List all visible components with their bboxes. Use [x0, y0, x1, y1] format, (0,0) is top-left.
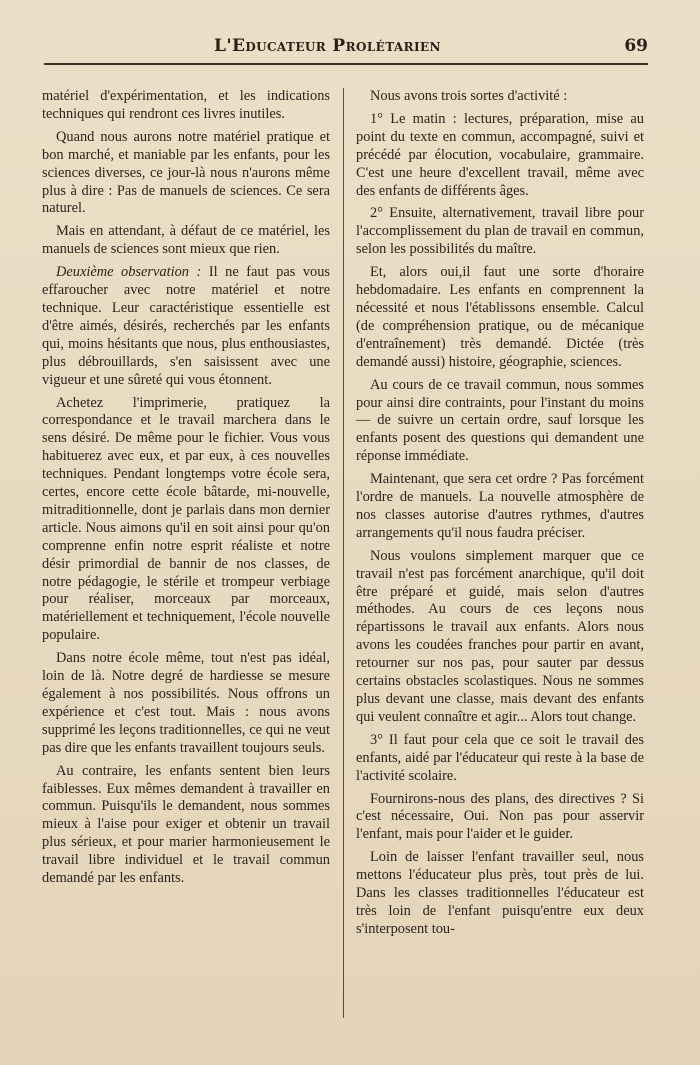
paragraph: 2° Ensuite, alternativement, travail libre pour l'accomplissement du plan de travail en commun, selon les possibilités du maître. [356, 205, 644, 258]
right-column [356, 88, 644, 944]
column-divider [343, 88, 344, 1018]
paragraph: Loin de laisser l'enfant travailler seul, nous mettons l'éducateur plus près, tout près de lui. Dans les classes traditionnelles l'éducateur est très loin de l'enfant puisqu'entre eux deux s'interposent tou- [356, 849, 644, 937]
header-rule [44, 63, 648, 65]
section-lead: Deuxième observation : [56, 264, 202, 281]
paragraph: Quand nous aurons notre matériel pratique et bon marché, et maniable par les enfants, pour les sciences diverses, ce jour-là nous n'aurons même plus à dire : Pas de manuels de sciences. Ce sera naturel. [42, 128, 330, 217]
paragraph: Fournirons-nous des plans, des directives ? Si c'est nécessaire, Oui. Non pas pour asservir l'enfant, mais pour l'aider et le guider. [356, 790, 644, 843]
paragraph: matériel d'expérimentation, et les indications techniques qui rendront ces livres inutiles. [42, 88, 330, 122]
paragraph: 3° Il faut pour cela que ce soit le travail des enfants, aidé par l'éducateur qui reste à la base de l'activité scolaire. [356, 731, 644, 784]
paragraph: 1° Le matin : lectures, préparation, mise au point du texte en commun, accompagné, suivi et précédé par élocution, vocabulaire, grammaire. C'est une heure d'excellent travail, même avec des enfants de différents âges. [356, 110, 644, 199]
paragraph: Au contraire, les enfants sentent bien leurs faiblesses. Eux mêmes demandent à travailler en commun. Puisqu'ils le demandent, nous sommes mieux à l'aise pour exiger et obtenir un travail plus sérieux, et pour marier harmonieusement le travail libre individuel et le travail commun demandé par les enfants. [42, 762, 330, 887]
paragraph-text: Il ne faut pas vous effaroucher avec notre matériel et notre technique. Leur caractéristique essentielle est d'être aimés, désirés, recherchés par les enfants qui, moins hésitants que nous, plus enthousiastes, plus débrouillards, s'en saisissent avec une vigueur et une sûreté qui vous étonnent. [42, 264, 331, 388]
paragraph: Nous avons trois sortes d'activité : [370, 88, 568, 104]
page-number: 69 [624, 36, 648, 56]
running-header [44, 36, 648, 62]
paragraph: Mais en attendant, à défaut de ce matériel, les manuels de sciences sont mieux que rien. [42, 223, 330, 258]
paragraph: Dans notre école même, tout n'est pas idéal, loin de là. Notre degré de hardiesse se mesure également à nos possibilités. Nous offrons un expérience et c'est tout. Mais : nous avons supprimé les leçons traditionnelles, ce qui ne veut pas dire que les enfants travaillent toujours seuls. [42, 650, 330, 756]
paragraph: Au cours de ce travail commun, nous sommes pour ainsi dire contraints, pour l'instant du moins — de suivre un certain ordre, sauf lorsque les enfants posent des questions qui demandent une réponse immédiate. [356, 376, 644, 465]
journal-title: L'Educateur Prolétarien [214, 36, 441, 56]
paragraph [42, 264, 330, 389]
paragraph: Et, alors oui,il faut une sorte d'horaire hebdomadaire. Les enfants en comprennent la nécessité et nous l'établissons ensemble. Calcul (de compréhension pratique, ou de mécanique d'entraînement) très demandé. Dictée (très demandé aussi) histoire, géographie, sciences. [356, 264, 644, 370]
left-column [42, 88, 330, 893]
paragraph: Achetez l'imprimerie, pratiquez la correspondance et le travail marchera dans le sens désiré. De même pour le fichier. Vous vous habituerez avec eux, et par eux, à ces nouvelles techniques. Pendant longtemps votre école sera, certes, encore cette école bâtarde, mi-nouvelle, mitraditionnelle, dont je parlais dans mon dernier article. Nous aimons qu'il en soit ainsi pour qu'on comprenne enfin notre esprit réaliste et notre désir primordial de bannir de nos classes, de notre pédagogie, le stérile et trompeur verbiage pour réaliser, morceaux par morceaux, matériellement et techniquement, l'école nouvelle populaire. [42, 394, 330, 644]
paragraph: Maintenant, que sera cet ordre ? Pas forcément l'ordre de manuels. La nouvelle atmosphère de nos classes autorise d'autres rythmes, d'autres arrangements qu'il nous faudra préciser. [356, 471, 644, 541]
paragraph: Nous voulons simplement marquer que ce travail n'est pas forcément anarchique, qu'il doit être préparé et guidé, mais selon d'autres méthodes. Au cours de ces leçons nous répartissons le travail aux enfants. Alors nous avons les coudées franches pour partir en avant, retourner sur nos pas, pour sauter par dessus certains obstacles scolastiques. Nous ne sommes plus devant une classe, mais devant des enfants qui veulent connaître et agir... Alors tout change. [356, 547, 644, 725]
